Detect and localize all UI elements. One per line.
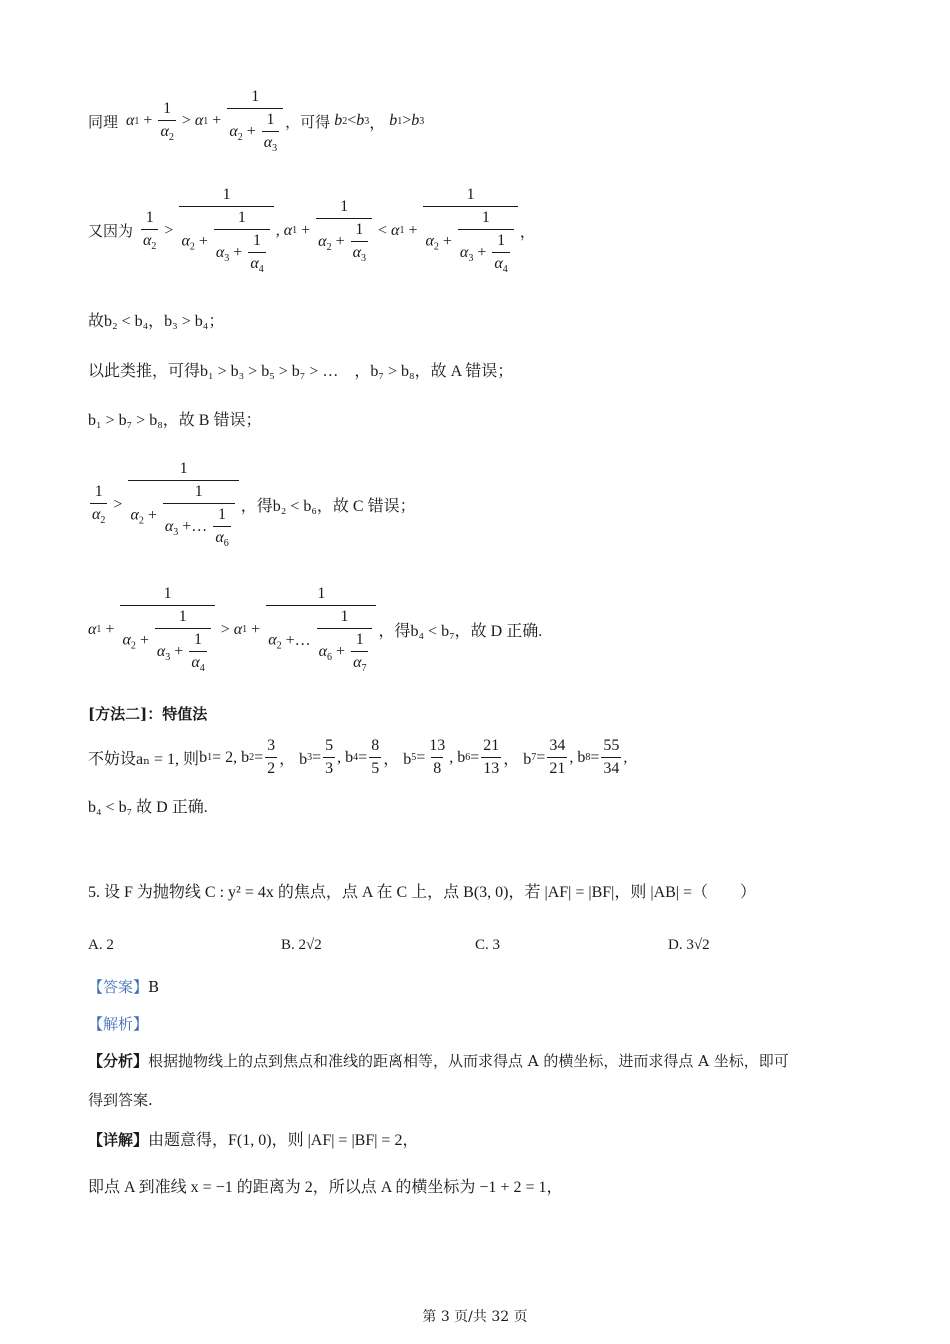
continued-fraction-1: α 1 + $\frac{1}{\alpha_2}$ > α 1 + 1 $\alpha_2$ + $\frac{1}{\alpha_3}$ — [126, 88, 285, 154]
question-5: 5. 设 F 为抛物线 C : y² = 4x 的焦点，点 A 在 C 上，点 B(3, 0)，若 |AF| = |BF|，则 |AB| =（ ） — [88, 884, 757, 901]
line-yicileitui: 以此类推，可得b₁ > b₃ > b₅ > b₇ > … ，b₇ > b₈，故 A 错误； — [88, 363, 514, 380]
fenxi-line — [88, 1054, 789, 1069]
option-c: C. 3 — [475, 937, 501, 953]
option-a: A. 2 — [88, 937, 114, 953]
option-d: D. 3√2 — [668, 937, 710, 953]
fenxi-line-2: 得到答案. — [88, 1091, 153, 1109]
fenxi-tag: 【分析】 — [88, 1052, 149, 1070]
continued-fraction-4: α 1 + 1 $\alpha_2$ + 1 $\alpha_3$ + $\frac{1}{\alpha_4}$ > α 1 + 1 $\alpha_2$ +… 1 $\alpha_6$ + $\frac{1}{\alpha_7}$ — [88, 585, 378, 674]
line-special-values — [88, 737, 627, 778]
answer-tag: 【答案】 — [88, 978, 149, 996]
tongli-label: 同理 — [88, 112, 119, 131]
answer-value: B — [148, 978, 160, 996]
youyinwei-label: 又因为 — [88, 222, 134, 240]
analysis-tag: 【解析】 — [88, 1015, 149, 1033]
ineq-b1-b3: b 1 > b 3 — [389, 112, 425, 129]
line-gu-b2-b4: 故b₂ < b₄，b₃ > b₄； — [88, 313, 225, 330]
fenxi-text: 根据抛物线上的点到焦点和准线的距离相等，从而求得点 A 的横坐标，进而求得点 A 坐标，即可 — [148, 1052, 789, 1070]
detail-line-2: 即点 A 到准线 x = −1 的距离为 2，所以点 A 的横坐标为 −1 + 2 = 1， — [88, 1179, 563, 1196]
answer-line — [88, 980, 159, 995]
line-tongli — [88, 88, 424, 154]
option-b: B. 2√2 — [281, 937, 322, 953]
detail-line — [88, 1133, 418, 1149]
continued-fraction-3: $\frac{1}{\alpha_2}$ > 1 $\alpha_2$ + 1 $\alpha_3$ +… $\frac{1}{\alpha_6}$ — [88, 460, 241, 549]
line-b4-b7 — [88, 585, 542, 674]
kede-label: ，可得 — [285, 112, 331, 131]
special-values-list: b 1 = 2, b 2 = $\frac{3}{2}$ ， b 3 = $\frac{5}{3}$ , b 4 = $\frac{8}{5}$ ， b 5 = $\frac{13}{8}$ , b 6 = $\frac{21}{13}$ ， b 7 = $\frac{34}{21}$ , b 8 = $\frac{55}{34}$ , — [199, 737, 628, 777]
detail-tag: 【详解】 — [88, 1131, 149, 1149]
method-two-heading: [方法二]：特值法 — [88, 705, 208, 723]
b4-b7-text: ，得b₄ < b₇，故 D 正确. — [378, 623, 543, 640]
ineq-b2-b3: b 2 < b 3 ， — [334, 112, 386, 132]
special-values-prefix: 不妨设aₙ = 1, 则 — [88, 751, 200, 768]
line-youyinwei — [88, 186, 536, 275]
b2-b6-text: ，得b₂ < b₆，故 C 错误； — [240, 498, 416, 515]
detail-text: 由题意得，F(1, 0)，则 |AF| = |BF| = 2， — [148, 1132, 419, 1149]
line-b1-b7-b8: b₁ > b₇ > b₈，故 B 错误； — [88, 412, 262, 429]
line-b4-b7-result: b₄ < b₇ 故 D 正确. — [88, 799, 208, 816]
page-footer: 第 3 页/共 32 页 — [422, 1309, 528, 1325]
continued-fraction-2: $\frac{1}{\alpha_2}$ > 1 $\alpha_2$ + 1 $\alpha_3$ + $\frac{1}{\alpha_4}$ , α 1 + 1 $\alpha_2$ + $\frac{1}{\alpha_3}$ < α 1 + 1 $\alpha_2$ + 1 $\alpha_3$ + $\frac{1}{\alpha_4}$ ， — [143, 186, 536, 275]
line-b2-b6 — [88, 460, 416, 549]
